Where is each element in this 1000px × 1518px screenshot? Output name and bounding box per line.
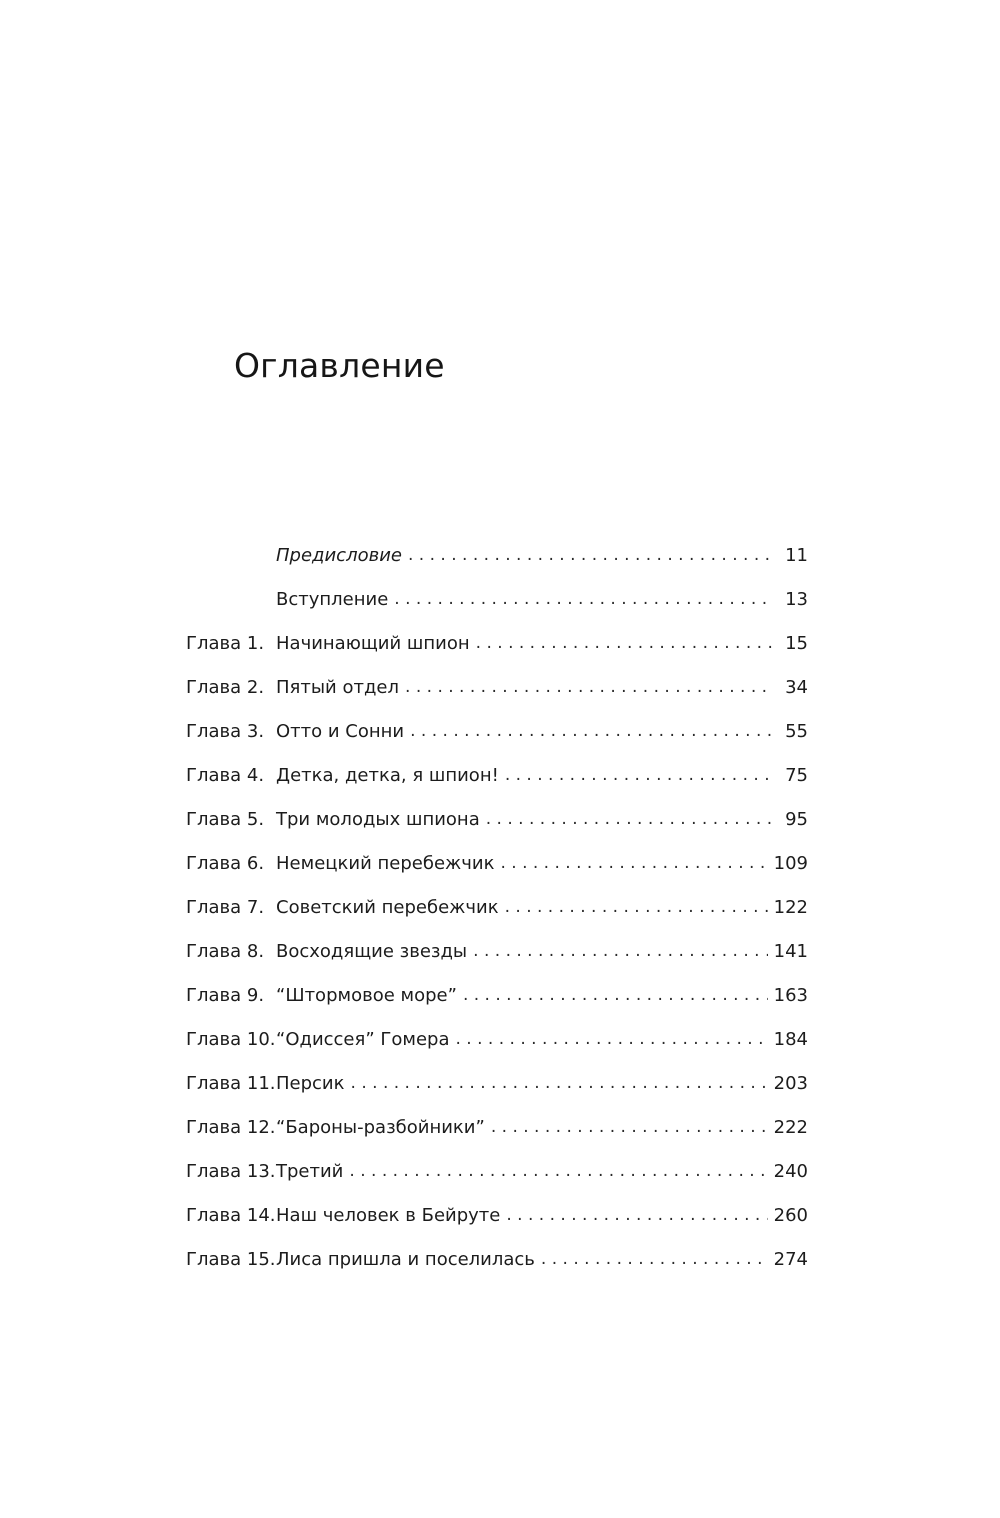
page-number: 260 (773, 1204, 808, 1226)
page-title: Оглавление (234, 346, 445, 385)
page-number: 34 (785, 676, 808, 698)
dot-leader (463, 985, 768, 1005)
chapter-number: Глава 14. (186, 1204, 276, 1226)
chapter-title: Советский перебежчик (276, 896, 499, 918)
dot-leader (455, 1029, 767, 1049)
toc-entry (186, 885, 808, 929)
toc-entry (186, 1149, 808, 1193)
toc-entry (186, 753, 808, 797)
chapter-number: Глава 15. (186, 1248, 276, 1270)
page-number: 122 (773, 896, 808, 918)
chapter-title: Персик (276, 1072, 345, 1094)
chapter-title: Пятый отдел (276, 676, 400, 698)
toc-entry (186, 709, 808, 753)
page-number: 109 (773, 852, 808, 874)
toc-entry (186, 1193, 808, 1237)
toc-entry (186, 973, 808, 1017)
chapter-number: Глава 2. (186, 676, 265, 698)
dot-leader (476, 633, 772, 653)
chapter-title: Вступление (276, 588, 389, 610)
chapter-number: Глава 7. (186, 896, 265, 918)
page-number: 163 (773, 984, 808, 1006)
dot-leader (505, 897, 768, 917)
dot-leader (394, 589, 772, 609)
dot-leader (505, 765, 772, 785)
page-number: 55 (785, 720, 808, 742)
dot-leader (491, 1117, 768, 1137)
page-number: 141 (773, 940, 808, 962)
chapter-title: “Бароны-разбойники” (276, 1116, 485, 1138)
chapter-number: Глава 3. (186, 720, 265, 742)
chapter-title: Отто и Сонни (276, 720, 405, 742)
table-of-contents (186, 533, 808, 1281)
chapter-title: Третий (276, 1160, 344, 1182)
dot-leader (349, 1161, 767, 1181)
toc-entry (186, 841, 808, 885)
chapter-number: Глава 12. (186, 1116, 276, 1138)
page-number: 11 (785, 544, 808, 566)
toc-entry (186, 577, 808, 621)
chapter-number: Глава 9. (186, 984, 265, 1006)
chapter-title: “Одиссея” Гомера (276, 1028, 450, 1050)
page-number: 75 (785, 764, 808, 786)
dot-leader (541, 1249, 768, 1269)
chapter-title: Наш человек в Бейруте (276, 1204, 501, 1226)
chapter-title: Лиса пришла и поселилась (276, 1248, 535, 1270)
chapter-number: Глава 5. (186, 808, 265, 830)
page-number: 15 (785, 632, 808, 654)
chapter-number: Глава 11. (186, 1072, 276, 1094)
page-number: 222 (773, 1116, 808, 1138)
dot-leader (410, 721, 772, 741)
page-number: 95 (785, 808, 808, 830)
chapter-title: Детка, детка, я шпион! (276, 764, 499, 786)
toc-entry (186, 665, 808, 709)
chapter-number: Глава 13. (186, 1160, 276, 1182)
chapter-number: Глава 10. (186, 1028, 276, 1050)
chapter-number: Глава 4. (186, 764, 265, 786)
dot-leader (500, 853, 767, 873)
dot-leader (408, 545, 772, 565)
chapter-title: Три молодых шпиона (276, 808, 480, 830)
dot-leader (486, 809, 772, 829)
chapter-title: Немецкий перебежчик (276, 852, 495, 874)
chapter-title: Предисловие (276, 544, 402, 566)
toc-entry (186, 797, 808, 841)
chapter-title: “Штормовое море” (276, 984, 457, 1006)
page-number: 274 (773, 1248, 808, 1270)
page-number: 240 (773, 1160, 808, 1182)
toc-entry (186, 1061, 808, 1105)
page-number: 13 (785, 588, 808, 610)
toc-entry (186, 1105, 808, 1149)
chapter-number: Глава 8. (186, 940, 265, 962)
toc-entry (186, 929, 808, 973)
toc-entry (186, 1237, 808, 1281)
chapter-number: Глава 6. (186, 852, 265, 874)
page-number: 203 (773, 1072, 808, 1094)
page-number: 184 (773, 1028, 808, 1050)
dot-leader (405, 677, 772, 697)
dot-leader (506, 1205, 767, 1225)
toc-entry (186, 621, 808, 665)
chapter-number: Глава 1. (186, 632, 265, 654)
toc-entry (186, 1017, 808, 1061)
dot-leader (473, 941, 768, 961)
chapter-title: Восходящие звезды (276, 940, 468, 962)
chapter-title: Начинающий шпион (276, 632, 470, 654)
toc-entry (186, 533, 808, 577)
dot-leader (351, 1073, 768, 1093)
